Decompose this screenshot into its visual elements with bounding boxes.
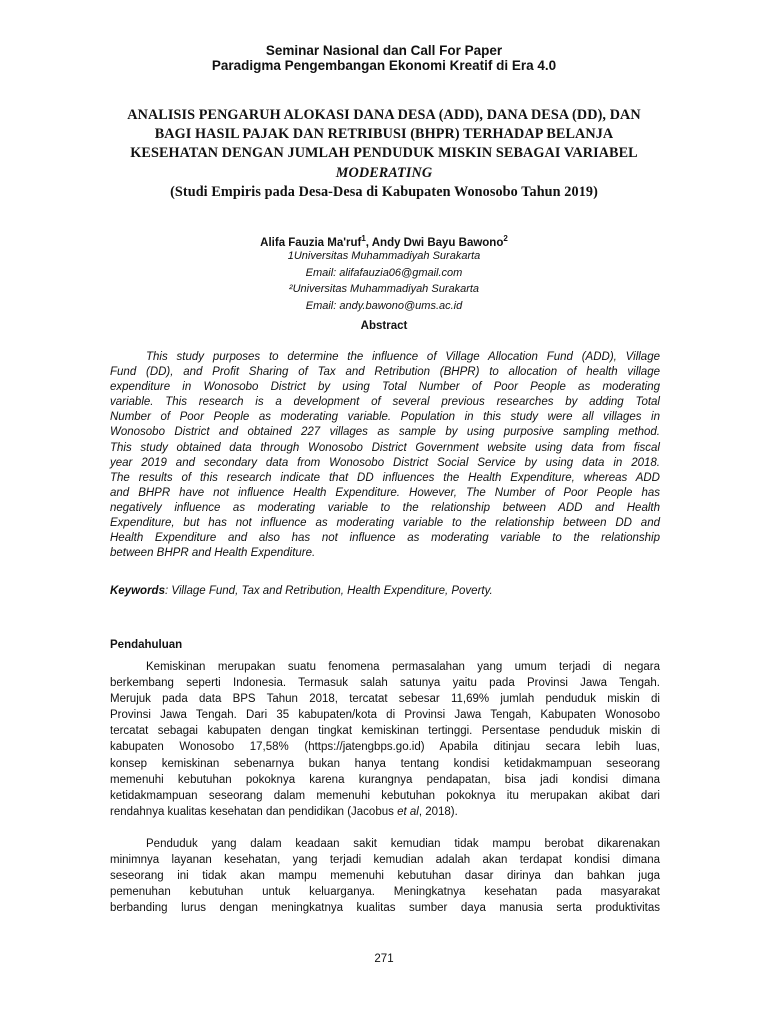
title-line-moderating: MODERATING [335, 164, 433, 181]
author-list [0, 232, 768, 250]
paper-title [100, 106, 668, 202]
abstract-line: This study purposes to determine the influence of Village Allocation Fund (ADD), Village [146, 351, 660, 363]
paragraph-line: tercatat sebagai kabupaten dengan tingkat kemiskinan tertinggi. Persentase penduduk miskin di [110, 725, 660, 738]
section-heading: Pendahuluan [110, 639, 183, 651]
page-number: 271 [374, 953, 394, 965]
keywords [110, 584, 660, 599]
abstract-line: Fund (DD), and Profit Sharing of Tax and Retribution (BHPR) to allocation of health village [110, 366, 660, 379]
author-name: Alifa Fauzia Ma'ruf [260, 236, 362, 249]
abstract-body [110, 350, 660, 561]
abstract-line: This study obtained data through Wonosobo District Government website using data from fiscal [110, 441, 660, 454]
paragraph-line: Kemiskinan merupakan suatu fenomena permasalahan yang umum terjadi di negara [146, 661, 660, 673]
paragraph [110, 659, 660, 820]
affiliation-1: 1Universitas Muhammadiyah Surakarta [287, 250, 481, 262]
paragraph-line: ketidakmampuan seseorang dalam memenuhi kebutuhan pokoknya itu merupakan akibat dari [110, 789, 660, 802]
conference-theme: Paradigma Pengembangan Ekonomi Kreatif di Era 4.0 [211, 58, 557, 73]
paragraph-line: memenuhi kebutuhan pokoknya karena kurangnya pendapatan, bisa jadi kondisi dimana [110, 773, 660, 786]
paper-subtitle: (Studi Empiris pada Desa-Desa di Kabupaten Wonosobo Tahun 2019) [170, 183, 598, 200]
paragraph-line: pemenuhan kebutuhan untuk keluarganya. Meningkatnya kesehatan pada masyarakat [110, 886, 660, 899]
abstract-heading: Abstract [360, 320, 408, 332]
citation-text: rendahnya kualitas kesehatan dan pendidikan (Jacobus [110, 805, 398, 818]
abstract-line: Health Expenditure and also has not influence as moderating variable to the relationship [110, 532, 660, 545]
paragraph-line [110, 804, 660, 820]
abstract-line: between BHPR and Health Expenditure. [110, 547, 316, 560]
abstract-line: expenditure in Wonosobo District by using Total Number of Poor People as moderating [110, 381, 660, 394]
abstract-line: The results of this research indicate that DD influences the Health Expenditure, whereas ADD [110, 471, 660, 484]
paragraph-line: berkembang seperti Indonesia. Termasuk salah satunya yaitu pada Provinsi Jawa Tengah. [110, 677, 660, 690]
abstract-line: Expenditure, but has not influence as moderating variable to the relationship between DD and [110, 517, 660, 530]
abstract-line: year 2019 and secondary data from Wonosobo District Social Service by using data in 2018. [110, 456, 660, 469]
abstract-line: Wonosobo District and obtained 227 villages as sample by using purposive sampling method. [110, 426, 660, 439]
paragraph-line: berbanding lurus dengan meningkatnya kualitas sumber daya manusia serta produktivitas [110, 902, 660, 915]
affiliation-2: ²Universitas Muhammadiyah Surakarta [288, 283, 480, 295]
abstract-line: variable. This research is a development of several previous researches by adding Total [110, 396, 660, 409]
title-line: KESEHATAN DENGAN JUMLAH PENDUDUK MISKIN SEBAGAI VARIABEL [130, 145, 638, 162]
author-email-2: Email: andy.bawono@ums.ac.id [305, 300, 463, 312]
paragraph-line: konsep kemiskinan sebenarnya bukan hanya tentang kondisi ketidakmampuan seseorang [110, 757, 660, 770]
paragraph-line: kabupaten Wonosobo 17,58% (https://jatengbps.go.id) Apabila ditinjau secara lebih luas, [110, 741, 660, 754]
keywords-label: Keywords [110, 585, 165, 597]
author-separator: , [365, 236, 372, 249]
paragraph [110, 836, 660, 916]
author-superscript: 1 [361, 234, 366, 243]
author-name: Andy Dwi Bayu Bawono [371, 236, 504, 249]
citation-year: , 2018). [418, 805, 458, 818]
paragraph-line: Merujuk pada data BPS Tahun 2018, tercatat sebesar 11,69% jumlah penduduk miskin di [110, 693, 660, 706]
paragraph-line: seseorang ini tidak akan mampu memenuhi kebutuhan dasar dirinya dan bahkan juga [110, 870, 660, 883]
author-email-1: Email: alifafauzia06@gmail.com [305, 267, 463, 279]
paragraph-line: Provinsi Jawa Tengah. Dari 35 kabupaten/kota di Provinsi Jawa Tengah, Kabupaten Wonosobo [110, 709, 660, 722]
abstract-line: negatively influence as moderating variable to the relationship between ADD and Health [110, 501, 660, 514]
abstract-line: Number of Poor People as moderating variable. Population in this study were all villages in [110, 411, 660, 424]
title-line: BAGI HASIL PAJAK DAN RETRIBUSI (BHPR) TERHADAP BELANJA [154, 126, 614, 143]
paragraph-line: Penduduk yang dalam keadaan sakit kemudian tidak mampu berobat dikarenakan [146, 838, 660, 850]
title-line: ANALISIS PENGARUH ALOKASI DANA DESA (ADD), DANA DESA (DD), DAN [127, 107, 641, 123]
conference-title: Seminar Nasional dan Call For Paper [265, 43, 503, 58]
author-superscript: 2 [503, 234, 508, 243]
keywords-text: : Village Fund, Tax and Retribution, Health Expenditure, Poverty. [164, 585, 493, 597]
abstract-line: and BHPR have not influence Health Expenditure. However, The Number of Poor People has [110, 486, 660, 499]
citation-et-al: et al [397, 805, 419, 818]
paragraph-line: minimnya layanan kesehatan, yang terjadi kemudian adalah akan terdapat kondisi dimana [110, 854, 660, 867]
